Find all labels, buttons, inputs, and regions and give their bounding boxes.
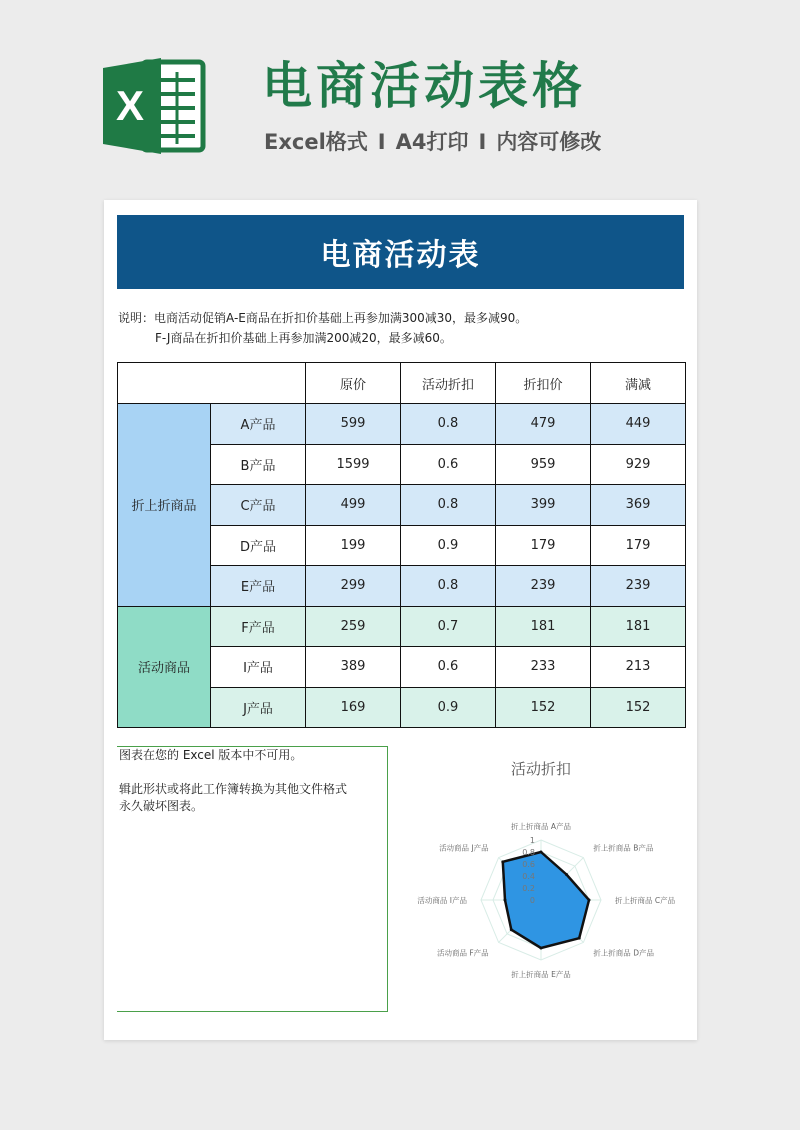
price-cell: 259 — [306, 606, 401, 647]
notice-line: 永久破坏图表。 — [119, 799, 204, 813]
subtitle-format: Excel格式 — [264, 130, 368, 154]
table-row — [118, 606, 686, 647]
subtitle — [264, 126, 601, 158]
axis-category-label: 折上折商品 E产品 — [511, 970, 571, 979]
axis-category-label: 活动商品 F产品 — [436, 948, 489, 958]
price-cell: 599 — [306, 404, 401, 445]
reduced-cell: 929 — [591, 444, 686, 485]
subtitle-separator: I — [377, 130, 386, 154]
tick-label: 0.6 — [522, 860, 535, 869]
logo-letter: X — [115, 82, 145, 129]
table-header-row — [118, 363, 686, 404]
promotion-table — [117, 362, 686, 728]
tick-label: 1 — [529, 836, 535, 845]
discount-cell: 0.9 — [401, 687, 496, 728]
discount-cell: 0.7 — [401, 606, 496, 647]
axis-category-label: 折上折商品 C产品 — [615, 896, 676, 905]
chart-unavailable-notice — [117, 746, 388, 1012]
sheet-banner: 电商活动表 — [117, 215, 684, 289]
data-point — [588, 899, 591, 902]
product-cell: A产品 — [211, 404, 306, 445]
discount-price-cell: 959 — [496, 444, 591, 485]
reduced-cell: 152 — [591, 687, 686, 728]
reduced-cell: 239 — [591, 566, 686, 607]
header-cell-discount: 活动折扣 — [401, 363, 496, 404]
tick-label: 0.2 — [522, 884, 535, 893]
reduced-cell: 449 — [591, 404, 686, 445]
note-line: F-J商品在折扣价基础上再参加满200减20，最多减60。 — [155, 331, 452, 345]
tick-label: 0.8 — [522, 848, 535, 857]
subtitle-editable: 内容可修改 — [496, 130, 602, 154]
discount-cell: 0.6 — [401, 647, 496, 688]
price-cell: 389 — [306, 647, 401, 688]
subtitle-print: A4打印 — [395, 130, 469, 154]
axis-category-label: 折上折商品 B产品 — [593, 843, 654, 853]
price-cell: 499 — [306, 485, 401, 526]
reduced-cell: 181 — [591, 606, 686, 647]
price-cell: 199 — [306, 525, 401, 566]
discount-cell: 0.8 — [401, 485, 496, 526]
product-cell: F产品 — [211, 606, 306, 647]
discount-cell: 0.8 — [401, 566, 496, 607]
discount-price-cell: 399 — [496, 485, 591, 526]
header-cell-blank — [118, 363, 306, 404]
axis-category-label: 活动商品 I产品 — [417, 896, 467, 905]
product-cell: B产品 — [211, 444, 306, 485]
axis-category-label: 活动商品 J产品 — [439, 843, 489, 853]
discount-cell: 0.6 — [401, 444, 496, 485]
discount-price-cell: 181 — [496, 606, 591, 647]
series-area — [503, 852, 589, 948]
axis-category-label: 折上折商品 D产品 — [593, 948, 654, 958]
header-cell-reduced: 满减 — [591, 363, 686, 404]
product-cell: C产品 — [211, 485, 306, 526]
discount-cell: 0.9 — [401, 525, 496, 566]
data-point — [540, 851, 543, 854]
radar-chart-svg — [394, 748, 694, 1038]
data-point — [565, 873, 568, 876]
document-page — [104, 200, 697, 1040]
description-note — [118, 308, 527, 348]
discount-cell: 0.8 — [401, 404, 496, 445]
tick-label: 0 — [529, 896, 535, 905]
price-cell: 169 — [306, 687, 401, 728]
data-point — [501, 860, 504, 863]
discount-price-cell: 152 — [496, 687, 591, 728]
reduced-cell: 179 — [591, 525, 686, 566]
table-row — [118, 404, 686, 445]
price-cell: 1599 — [306, 444, 401, 485]
data-point — [540, 947, 543, 950]
product-cell: J产品 — [211, 687, 306, 728]
axis-category-label: 折上折商品 A产品 — [510, 822, 572, 831]
radar-chart — [394, 748, 694, 1038]
subtitle-separator: I — [478, 130, 487, 154]
product-cell: D产品 — [211, 525, 306, 566]
note-line: 说明：电商活动促销A-E商品在折扣价基础上再参加满300减30，最多减90。 — [118, 311, 528, 325]
data-point — [578, 937, 581, 940]
notice-line: 图表在您的 Excel 版本中不可用。 — [119, 748, 303, 762]
data-point — [504, 899, 507, 902]
reduced-cell: 213 — [591, 647, 686, 688]
product-cell: I产品 — [211, 647, 306, 688]
group-cell: 折上折商品 — [118, 404, 211, 607]
excel-logo — [103, 58, 207, 154]
group-cell: 活动商品 — [118, 606, 211, 728]
price-cell: 299 — [306, 566, 401, 607]
discount-price-cell: 233 — [496, 647, 591, 688]
discount-price-cell: 179 — [496, 525, 591, 566]
chart-title: 活动折扣 — [510, 760, 572, 778]
discount-price-cell: 239 — [496, 566, 591, 607]
discount-price-cell: 479 — [496, 404, 591, 445]
data-point — [510, 928, 513, 931]
tick-label: 0.4 — [522, 872, 535, 881]
product-cell: E产品 — [211, 566, 306, 607]
page-title: 电商活动表格 — [262, 57, 586, 115]
notice-line: 辑此形状或将此工作簿转换为其他文件格式 — [119, 782, 348, 796]
reduced-cell: 369 — [591, 485, 686, 526]
header-cell-discount-price: 折扣价 — [496, 363, 591, 404]
header-cell-price: 原价 — [306, 363, 401, 404]
